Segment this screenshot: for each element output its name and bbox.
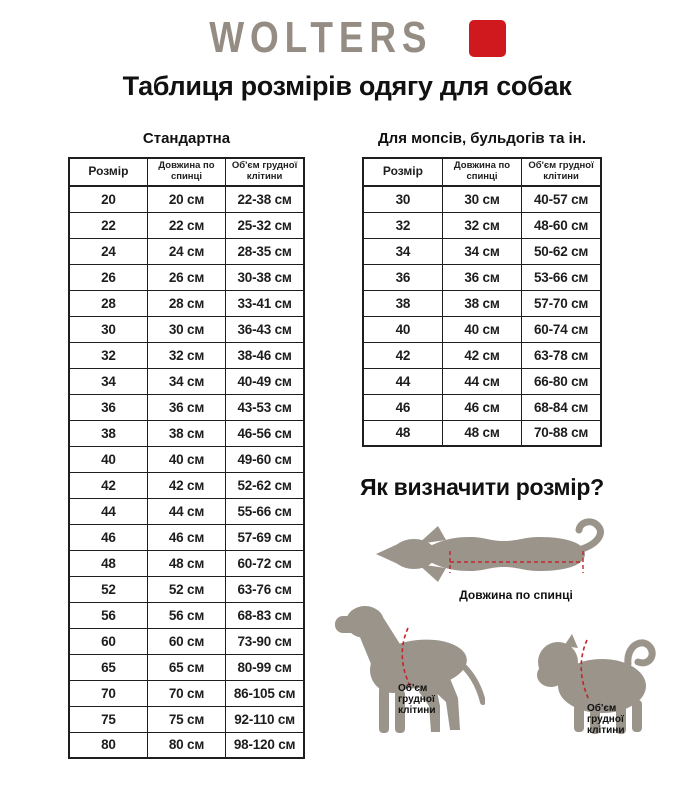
table-cell: 34 см <box>442 238 521 264</box>
back-length-label: Довжина по спинці <box>459 588 573 602</box>
table-cell: 60 см <box>147 628 225 654</box>
table-cell: 57-69 см <box>226 524 304 550</box>
column-header: Об'єм грудної клітини <box>226 158 304 186</box>
table-cell: 63-76 см <box>226 576 304 602</box>
table-row <box>69 654 304 680</box>
table-row <box>363 186 601 212</box>
table-cell: 48 см <box>147 550 225 576</box>
table-cell: 40-57 см <box>522 186 601 212</box>
table-cell: 53-66 см <box>522 264 601 290</box>
table-cell: 30 см <box>442 186 521 212</box>
table-cell: 36 <box>363 264 442 290</box>
table-cell: 38 см <box>147 420 225 446</box>
chest-label-line: Об'єм <box>587 703 617 714</box>
table-cell: 86-105 см <box>226 680 304 706</box>
table-cell: 36 см <box>442 264 521 290</box>
table-cell: 32 см <box>147 342 225 368</box>
chest-label-line: грудної <box>587 714 624 725</box>
table-row <box>363 420 601 446</box>
table-row <box>363 342 601 368</box>
brand-logo <box>0 13 694 62</box>
table-cell: 48 <box>363 420 442 446</box>
table-row <box>69 212 304 238</box>
table-row <box>69 732 304 758</box>
table-row <box>363 368 601 394</box>
table-row <box>69 602 304 628</box>
column-header: Об'єм грудної клітини <box>522 158 601 186</box>
table-cell: 44 см <box>147 498 225 524</box>
table-cell: 46 см <box>147 524 225 550</box>
table-cell: 50-62 см <box>522 238 601 264</box>
table-cell: 26 <box>69 264 147 290</box>
table-cell: 42 <box>69 472 147 498</box>
table-cell: 25-32 см <box>226 212 304 238</box>
table-cell: 70 <box>69 680 147 706</box>
table-cell: 80-99 см <box>226 654 304 680</box>
table-row <box>69 238 304 264</box>
table-cell: 30 см <box>147 316 225 342</box>
table-cell: 68-84 см <box>522 394 601 420</box>
table-row <box>363 212 601 238</box>
table-row <box>363 264 601 290</box>
table-cell: 44 <box>69 498 147 524</box>
table-cell: 34 <box>69 368 147 394</box>
table-cell: 24 <box>69 238 147 264</box>
table-cell: 55-66 см <box>226 498 304 524</box>
table-cell: 66-80 см <box>522 368 601 394</box>
table-cell: 42 <box>363 342 442 368</box>
table-row <box>69 628 304 654</box>
table-cell: 30 <box>69 316 147 342</box>
table-cell: 56 см <box>147 602 225 628</box>
table-row <box>69 524 304 550</box>
table-cell: 32 <box>69 342 147 368</box>
table-row <box>69 290 304 316</box>
table-cell: 80 <box>69 732 147 758</box>
table-cell: 40 см <box>442 316 521 342</box>
table-cell: 34 см <box>147 368 225 394</box>
table-cell: 75 см <box>147 706 225 732</box>
table-row <box>69 446 304 472</box>
table-row <box>69 394 304 420</box>
table-cell: 75 <box>69 706 147 732</box>
table-cell: 65 см <box>147 654 225 680</box>
how-to-heading: Як визначити розмір? <box>360 474 604 500</box>
table-cell: 28-35 см <box>226 238 304 264</box>
table-header-row <box>69 158 304 186</box>
table-cell: 26 см <box>147 264 225 290</box>
column-header: Довжина по спинці <box>442 158 521 186</box>
table-cell: 46 <box>69 524 147 550</box>
table-cell: 60-74 см <box>522 316 601 342</box>
chest-label <box>398 683 436 716</box>
table-cell: 38 <box>363 290 442 316</box>
page-title: Таблиця розмірів одягу для собак <box>122 71 572 101</box>
standard-table-caption: Стандартна <box>142 130 231 147</box>
table-cell: 22-38 см <box>226 186 304 212</box>
table-cell: 28 <box>69 290 147 316</box>
table-cell: 22 см <box>147 212 225 238</box>
chest-label-line: грудної <box>398 694 435 705</box>
table-cell: 32 см <box>442 212 521 238</box>
standard-size-table <box>68 157 305 759</box>
table-cell: 46-56 см <box>226 420 304 446</box>
table-cell: 20 см <box>147 186 225 212</box>
table-cell: 68-83 см <box>226 602 304 628</box>
table-cell: 63-78 см <box>522 342 601 368</box>
table-cell: 60-72 см <box>226 550 304 576</box>
table-row <box>69 186 304 212</box>
table-row <box>69 368 304 394</box>
table-cell: 20 <box>69 186 147 212</box>
table-row <box>69 420 304 446</box>
column-header: Розмір <box>69 158 147 186</box>
table-cell: 36 <box>69 394 147 420</box>
table-cell: 52 см <box>147 576 225 602</box>
table-cell: 32 <box>363 212 442 238</box>
table-row <box>363 394 601 420</box>
pug-size-table <box>362 157 602 447</box>
table-cell: 73-90 см <box>226 628 304 654</box>
table-cell: 30 <box>363 186 442 212</box>
table-cell: 48-60 см <box>522 212 601 238</box>
table-cell: 48 см <box>442 420 521 446</box>
table-row <box>69 680 304 706</box>
table-cell: 40 <box>363 316 442 342</box>
chest-label <box>587 703 625 736</box>
table-header-row <box>363 158 601 186</box>
table-cell: 40-49 см <box>226 368 304 394</box>
table-row <box>69 576 304 602</box>
table-row <box>69 498 304 524</box>
table-cell: 70-88 см <box>522 420 601 446</box>
table-cell: 42 см <box>442 342 521 368</box>
table-cell: 42 см <box>147 472 225 498</box>
table-cell: 80 см <box>147 732 225 758</box>
table-cell: 36-43 см <box>226 316 304 342</box>
table-cell: 38-46 см <box>226 342 304 368</box>
table-row <box>69 472 304 498</box>
table-cell: 44 см <box>442 368 521 394</box>
table-cell: 40 <box>69 446 147 472</box>
chest-label-line: клітини <box>587 725 625 736</box>
table-row <box>69 550 304 576</box>
table-row <box>69 706 304 732</box>
table-row <box>69 316 304 342</box>
table-row <box>363 238 601 264</box>
table-cell: 52 <box>69 576 147 602</box>
table-cell: 60 <box>69 628 147 654</box>
table-cell: 92-110 см <box>226 706 304 732</box>
table-cell: 98-120 см <box>226 732 304 758</box>
table-cell: 46 см <box>442 394 521 420</box>
table-cell: 30-38 см <box>226 264 304 290</box>
table-cell: 44 <box>363 368 442 394</box>
table-cell: 43-53 см <box>226 394 304 420</box>
table-cell: 34 <box>363 238 442 264</box>
column-header: Довжина по спинці <box>147 158 225 186</box>
table-cell: 48 <box>69 550 147 576</box>
table-row <box>363 290 601 316</box>
table-row <box>69 264 304 290</box>
table-cell: 49-60 см <box>226 446 304 472</box>
table-cell: 36 см <box>147 394 225 420</box>
chest-label-line: Об'єм <box>398 683 428 694</box>
chest-label-line: клітини <box>398 705 436 716</box>
table-cell: 70 см <box>147 680 225 706</box>
table-row <box>69 342 304 368</box>
brand-logo-red-square <box>469 20 506 57</box>
table-cell: 46 <box>363 394 442 420</box>
table-cell: 38 см <box>442 290 521 316</box>
table-cell: 52-62 см <box>226 472 304 498</box>
table-cell: 40 см <box>147 446 225 472</box>
table-cell: 24 см <box>147 238 225 264</box>
table-cell: 33-41 см <box>226 290 304 316</box>
table-cell: 22 <box>69 212 147 238</box>
brand-logo-text: WOLTERS <box>208 13 433 62</box>
table-cell: 57-70 см <box>522 290 601 316</box>
table-cell: 56 <box>69 602 147 628</box>
table-row <box>363 316 601 342</box>
table-cell: 38 <box>69 420 147 446</box>
top-view-dog-silhouette <box>372 518 612 590</box>
column-header: Розмір <box>363 158 442 186</box>
table-cell: 65 <box>69 654 147 680</box>
pug-table-caption: Для мопсів, бульдогів та ін. <box>377 130 587 147</box>
table-cell: 28 см <box>147 290 225 316</box>
